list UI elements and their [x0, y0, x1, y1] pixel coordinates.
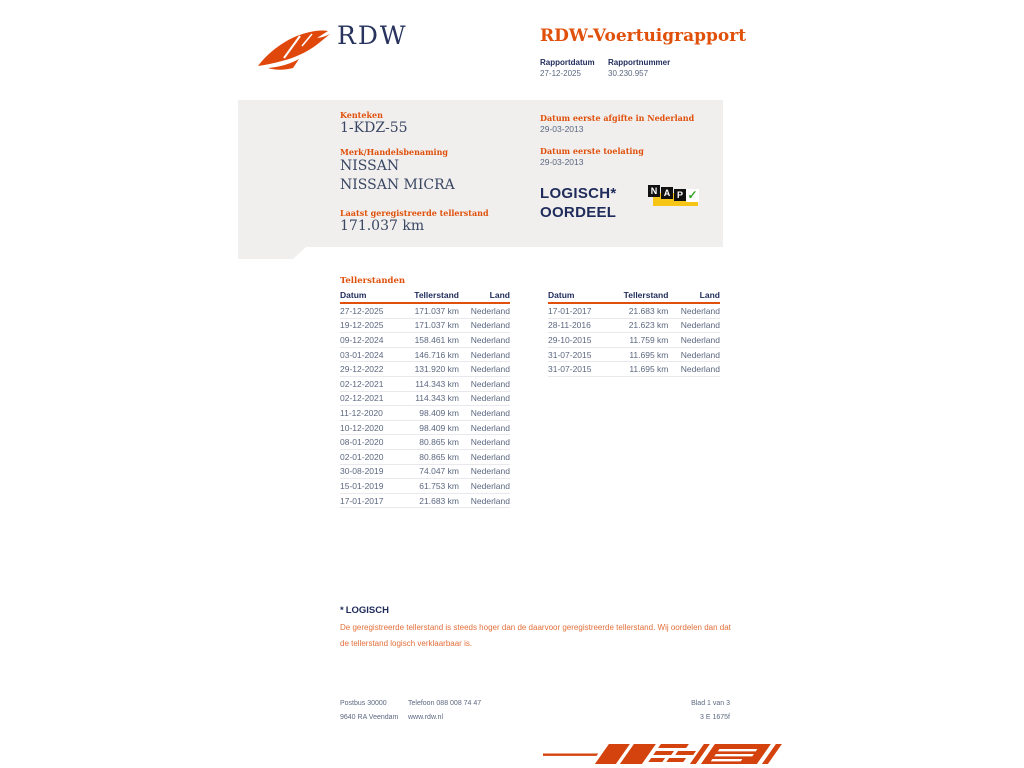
footer-address-line2: 9640 RA Veendam — [340, 714, 399, 721]
col-header-datum: Datum — [340, 290, 367, 300]
cell-land: Nederland — [680, 364, 720, 375]
cell-datum: 29-10-2015 — [548, 334, 592, 345]
cell-tellerstand: 11.695 km — [629, 364, 669, 375]
footer-phone: Telefoon 088 008 74 47 — [408, 700, 482, 707]
kenteken-label: Kenteken — [340, 110, 383, 120]
table-row — [340, 333, 510, 348]
col-header-tellerstand: Tellerstand — [414, 290, 459, 300]
cell-tellerstand: 171.037 km — [414, 305, 459, 316]
tellerstanden-table-right — [548, 290, 720, 377]
cell-tellerstand: 171.037 km — [414, 320, 459, 331]
cell-datum: 03-01-2024 — [340, 349, 384, 360]
cell-tellerstand: 74.047 km — [419, 466, 459, 477]
nap-letter-p: P — [674, 189, 686, 201]
tellerstand-value: 171.037 km — [340, 218, 425, 234]
table-row — [340, 479, 510, 494]
cell-tellerstand: 114.343 km — [415, 378, 459, 389]
table-row — [548, 348, 720, 363]
cell-tellerstand: 11.695 km — [629, 349, 669, 360]
cell-land: Nederland — [470, 407, 510, 418]
footer-form-code: 3 E 1675f — [700, 714, 730, 721]
cell-tellerstand: 21.683 km — [419, 495, 459, 506]
cell-tellerstand: 114.343 km — [415, 393, 459, 404]
cell-datum: 02-12-2021 — [340, 393, 384, 404]
rdw-bird-logo-icon — [256, 24, 332, 70]
nap-letter-a: A — [661, 187, 673, 199]
cell-datum: 31-07-2015 — [548, 349, 592, 360]
toelating-label: Datum eerste toelating — [540, 146, 644, 156]
logisch-explanation-heading — [340, 605, 389, 616]
cell-land: Nederland — [680, 320, 720, 331]
cell-land: Nederland — [470, 466, 510, 477]
cell-datum: 11-12-2020 — [340, 407, 383, 418]
table-row — [548, 304, 720, 319]
rapportdatum-value: 27-12-2025 — [540, 69, 581, 78]
table-header — [548, 290, 720, 304]
table-row — [340, 304, 510, 319]
col-header-datum: Datum — [548, 290, 575, 300]
cell-datum: 31-07-2015 — [548, 364, 592, 375]
table-row — [340, 362, 510, 377]
cell-datum: 28-11-2016 — [548, 320, 591, 331]
cell-datum: 27-12-2025 — [340, 305, 384, 316]
cell-land: Nederland — [470, 364, 510, 375]
cell-land: Nederland — [470, 451, 510, 462]
table-row — [548, 333, 720, 348]
cell-land: Nederland — [470, 437, 510, 448]
cell-tellerstand: 98.409 km — [419, 422, 459, 433]
cell-tellerstand: 80.865 km — [419, 451, 459, 462]
table-row — [340, 377, 510, 392]
table-row — [340, 435, 510, 450]
rapportnummer-value: 30.230.957 — [608, 69, 649, 78]
cell-datum: 15-01-2019 — [340, 480, 384, 491]
merk-label: Merk/Handelsbenaming — [340, 147, 449, 157]
cell-datum: 19-12-2025 — [340, 320, 384, 331]
table-row — [340, 450, 510, 465]
oordeel-line2: OORDEEL — [540, 204, 617, 221]
tellerstanden-table-left — [340, 290, 510, 508]
tellerstand-label: Laatst geregistreerde tellerstand — [340, 208, 489, 218]
afgifte-value: 29-03-2013 — [540, 124, 584, 134]
cell-land: Nederland — [680, 349, 720, 360]
cell-land: Nederland — [680, 334, 720, 345]
cell-tellerstand: 98.409 km — [419, 407, 459, 418]
cell-land: Nederland — [470, 480, 510, 491]
rdw-wordmark: RDW — [337, 21, 408, 50]
cell-datum: 10-12-2020 — [340, 422, 384, 433]
cell-tellerstand: 131.920 km — [414, 364, 459, 375]
tellerstanden-title: Tellerstanden — [340, 276, 406, 286]
table-header — [340, 290, 510, 304]
cell-datum: 30-08-2019 — [340, 466, 384, 477]
nap-letter-n: N — [648, 185, 660, 197]
cell-tellerstand: 11.759 km — [629, 334, 669, 345]
report-title: RDW-Voertuigrapport — [540, 26, 747, 46]
cell-land: Nederland — [470, 422, 510, 433]
col-header-land: Land — [489, 290, 510, 300]
table-body — [548, 304, 720, 377]
vehicle-summary-panel — [238, 100, 723, 247]
cell-land: Nederland — [470, 320, 510, 331]
cell-land: Nederland — [470, 305, 510, 316]
table-row — [340, 348, 510, 363]
nap-checkmark-icon: ✓ — [687, 188, 698, 202]
cell-tellerstand: 21.623 km — [628, 320, 669, 331]
nap-logo — [648, 184, 700, 211]
kenteken-value: 1-KDZ-55 — [340, 120, 408, 136]
cell-land: Nederland — [470, 393, 510, 404]
asterisk: * — [340, 605, 344, 616]
footer-address-line1: Postbus 30000 — [340, 700, 387, 707]
table-row — [340, 421, 510, 436]
cell-tellerstand: 21.683 km — [628, 305, 669, 316]
rapportnummer-label: Rapportnummer — [608, 58, 671, 67]
col-header-tellerstand: Tellerstand — [623, 290, 669, 300]
cell-tellerstand: 80.865 km — [419, 437, 459, 448]
afgifte-label: Datum eerste afgifte in Nederland — [540, 113, 695, 123]
footer-page-number: Blad 1 van 3 — [691, 700, 730, 707]
table-row — [548, 362, 720, 377]
cell-tellerstand: 146.716 km — [414, 349, 459, 360]
cell-datum: 08-01-2020 — [340, 437, 384, 448]
rdw-stripes-motif — [543, 741, 801, 768]
table-row — [340, 465, 510, 480]
table-row — [340, 494, 510, 509]
cell-land: Nederland — [470, 495, 510, 506]
table-row — [340, 392, 510, 407]
cell-datum: 17-01-2017 — [340, 495, 384, 506]
merk-value: NISSAN NISSAN MICRA — [340, 158, 455, 193]
col-header-land: Land — [699, 290, 720, 300]
cell-tellerstand: 61.753 km — [419, 480, 459, 491]
oordeel-line1: LOGISCH* — [540, 185, 617, 202]
logisch-heading-text: LOGISCH — [345, 605, 389, 616]
table-row — [340, 319, 510, 334]
cell-datum: 17-01-2017 — [548, 305, 592, 316]
oordeel-text — [540, 184, 617, 222]
cell-land: Nederland — [470, 349, 510, 360]
cell-land: Nederland — [470, 334, 510, 345]
cell-land: Nederland — [470, 378, 510, 389]
table-body — [340, 304, 510, 508]
cell-datum: 29-12-2022 — [340, 364, 384, 375]
table-row — [548, 319, 720, 334]
table-row — [340, 406, 510, 421]
cell-datum: 09-12-2024 — [340, 334, 384, 345]
toelating-value: 29-03-2013 — [540, 157, 584, 167]
cell-datum: 02-01-2020 — [340, 451, 384, 462]
rapportdatum-label: Rapportdatum — [540, 58, 595, 67]
footer-website: www.rdw.nl — [408, 714, 444, 721]
cell-land: Nederland — [680, 305, 720, 316]
cell-datum: 02-12-2021 — [340, 378, 384, 389]
logisch-explanation-body: De geregistreerde tellerstand is steeds hoger dan de daarvoor geregistreerde tellerstand. Wij oordelen dan dat de tellerstand logisch verklaarbaar is. — [340, 623, 731, 648]
cell-tellerstand: 158.461 km — [414, 334, 459, 345]
